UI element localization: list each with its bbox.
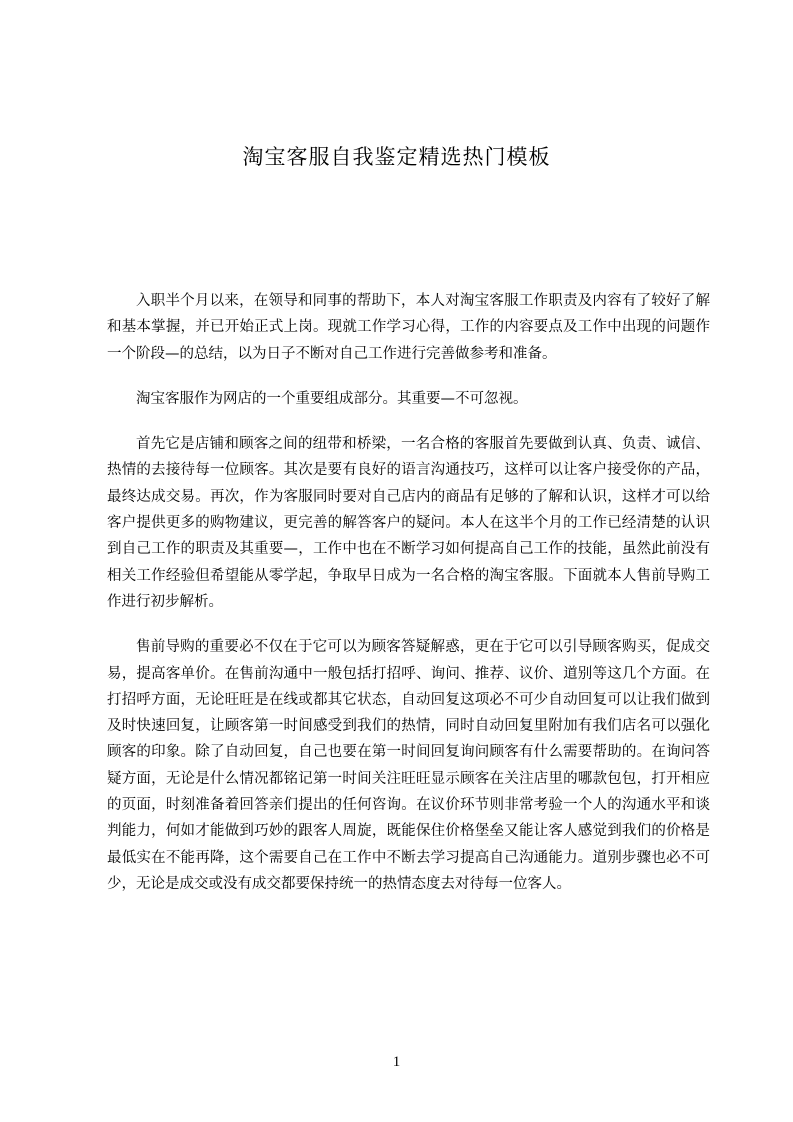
paragraph-presales: 售前导购的重要必不仅在于它可以为顾客答疑解惑，更在于它可以引导顾客购买，促成交易，提高客单价。在售前沟通中一般包括打招呼、询问、推荐、议价、道别等这几个方面。在打招呼方面，无论旺旺是在线或都其它状态，自动回复这项必不可少自动回复可以让我们做到及时快速回复，让顾客第一时间感受到我们的热情，同时自动回复里附加有我们店名可以强化顾客的印象。除了自动回复，自己也要在第一时间回复询问顾客有什么需要帮助的。在询问答疑方面，无论是什么情况都铭记第一时间关注旺旺显示顾客在关注店里的哪款包包，打开相应的页面，时刻准备着回答亲们提出的任何咨询。在议价环节则非常考验一个人的沟通水平和谈判能力，何如才能做到巧妙的跟客人周旋，既能保住价格堡垒又能让客人感觉到我们的价格是最低实在不能再降，这个需要自己在工作中不断去学习提高自己沟通能力。道别步骤也必不可少，无论是成交或没有成交都要保持统一的热情态度去对待每一位客人。 bbox=[107, 639, 710, 892]
paragraph-importance: 淘宝客服作为网店的一个重要组成部分。其重要—不可忽视。 bbox=[136, 390, 528, 407]
paragraph-intro: 入职半个月以来，在领导和同事的帮助下，本人对淘宝客服工作职责及内容有了较好了解和基本掌握，并已开始正式上岗。现就工作学习心得，工作的内容要点及工作中出现的问题作一个阶段—的总结，以为日子不断对自己工作进行完善做参考和准备。 bbox=[107, 293, 710, 362]
page-number: 1 bbox=[392, 1054, 401, 1070]
page-title: 淘宝客服自我鉴定精选热门模板 bbox=[242, 145, 551, 169]
paragraph-role: 首先它是店铺和顾客之间的纽带和桥梁，一名合格的客服首先要做到认真、负责、诚信、热情的去接待每一位顾客。其次是要有良好的语言沟通技巧，这样可以让客户接受你的产品，最终达成交易。再次，作为客服同时要对自己店内的商品有足够的了解和认识，这样才可以给客户提供更多的购物建议，更完善的解答客户的疑问。本人在这半个月的工作已经清楚的认识到自己工作的职责及其重要—，工作中也在不断学习如何提高自己工作的技能，虽然此前没有相关工作经验但希望能从零学起，争取早日成为一名合格的淘宝客服。下面就本人售前导购工作进行初步解析。 bbox=[107, 436, 710, 610]
body-text bbox=[107, 288, 710, 897]
